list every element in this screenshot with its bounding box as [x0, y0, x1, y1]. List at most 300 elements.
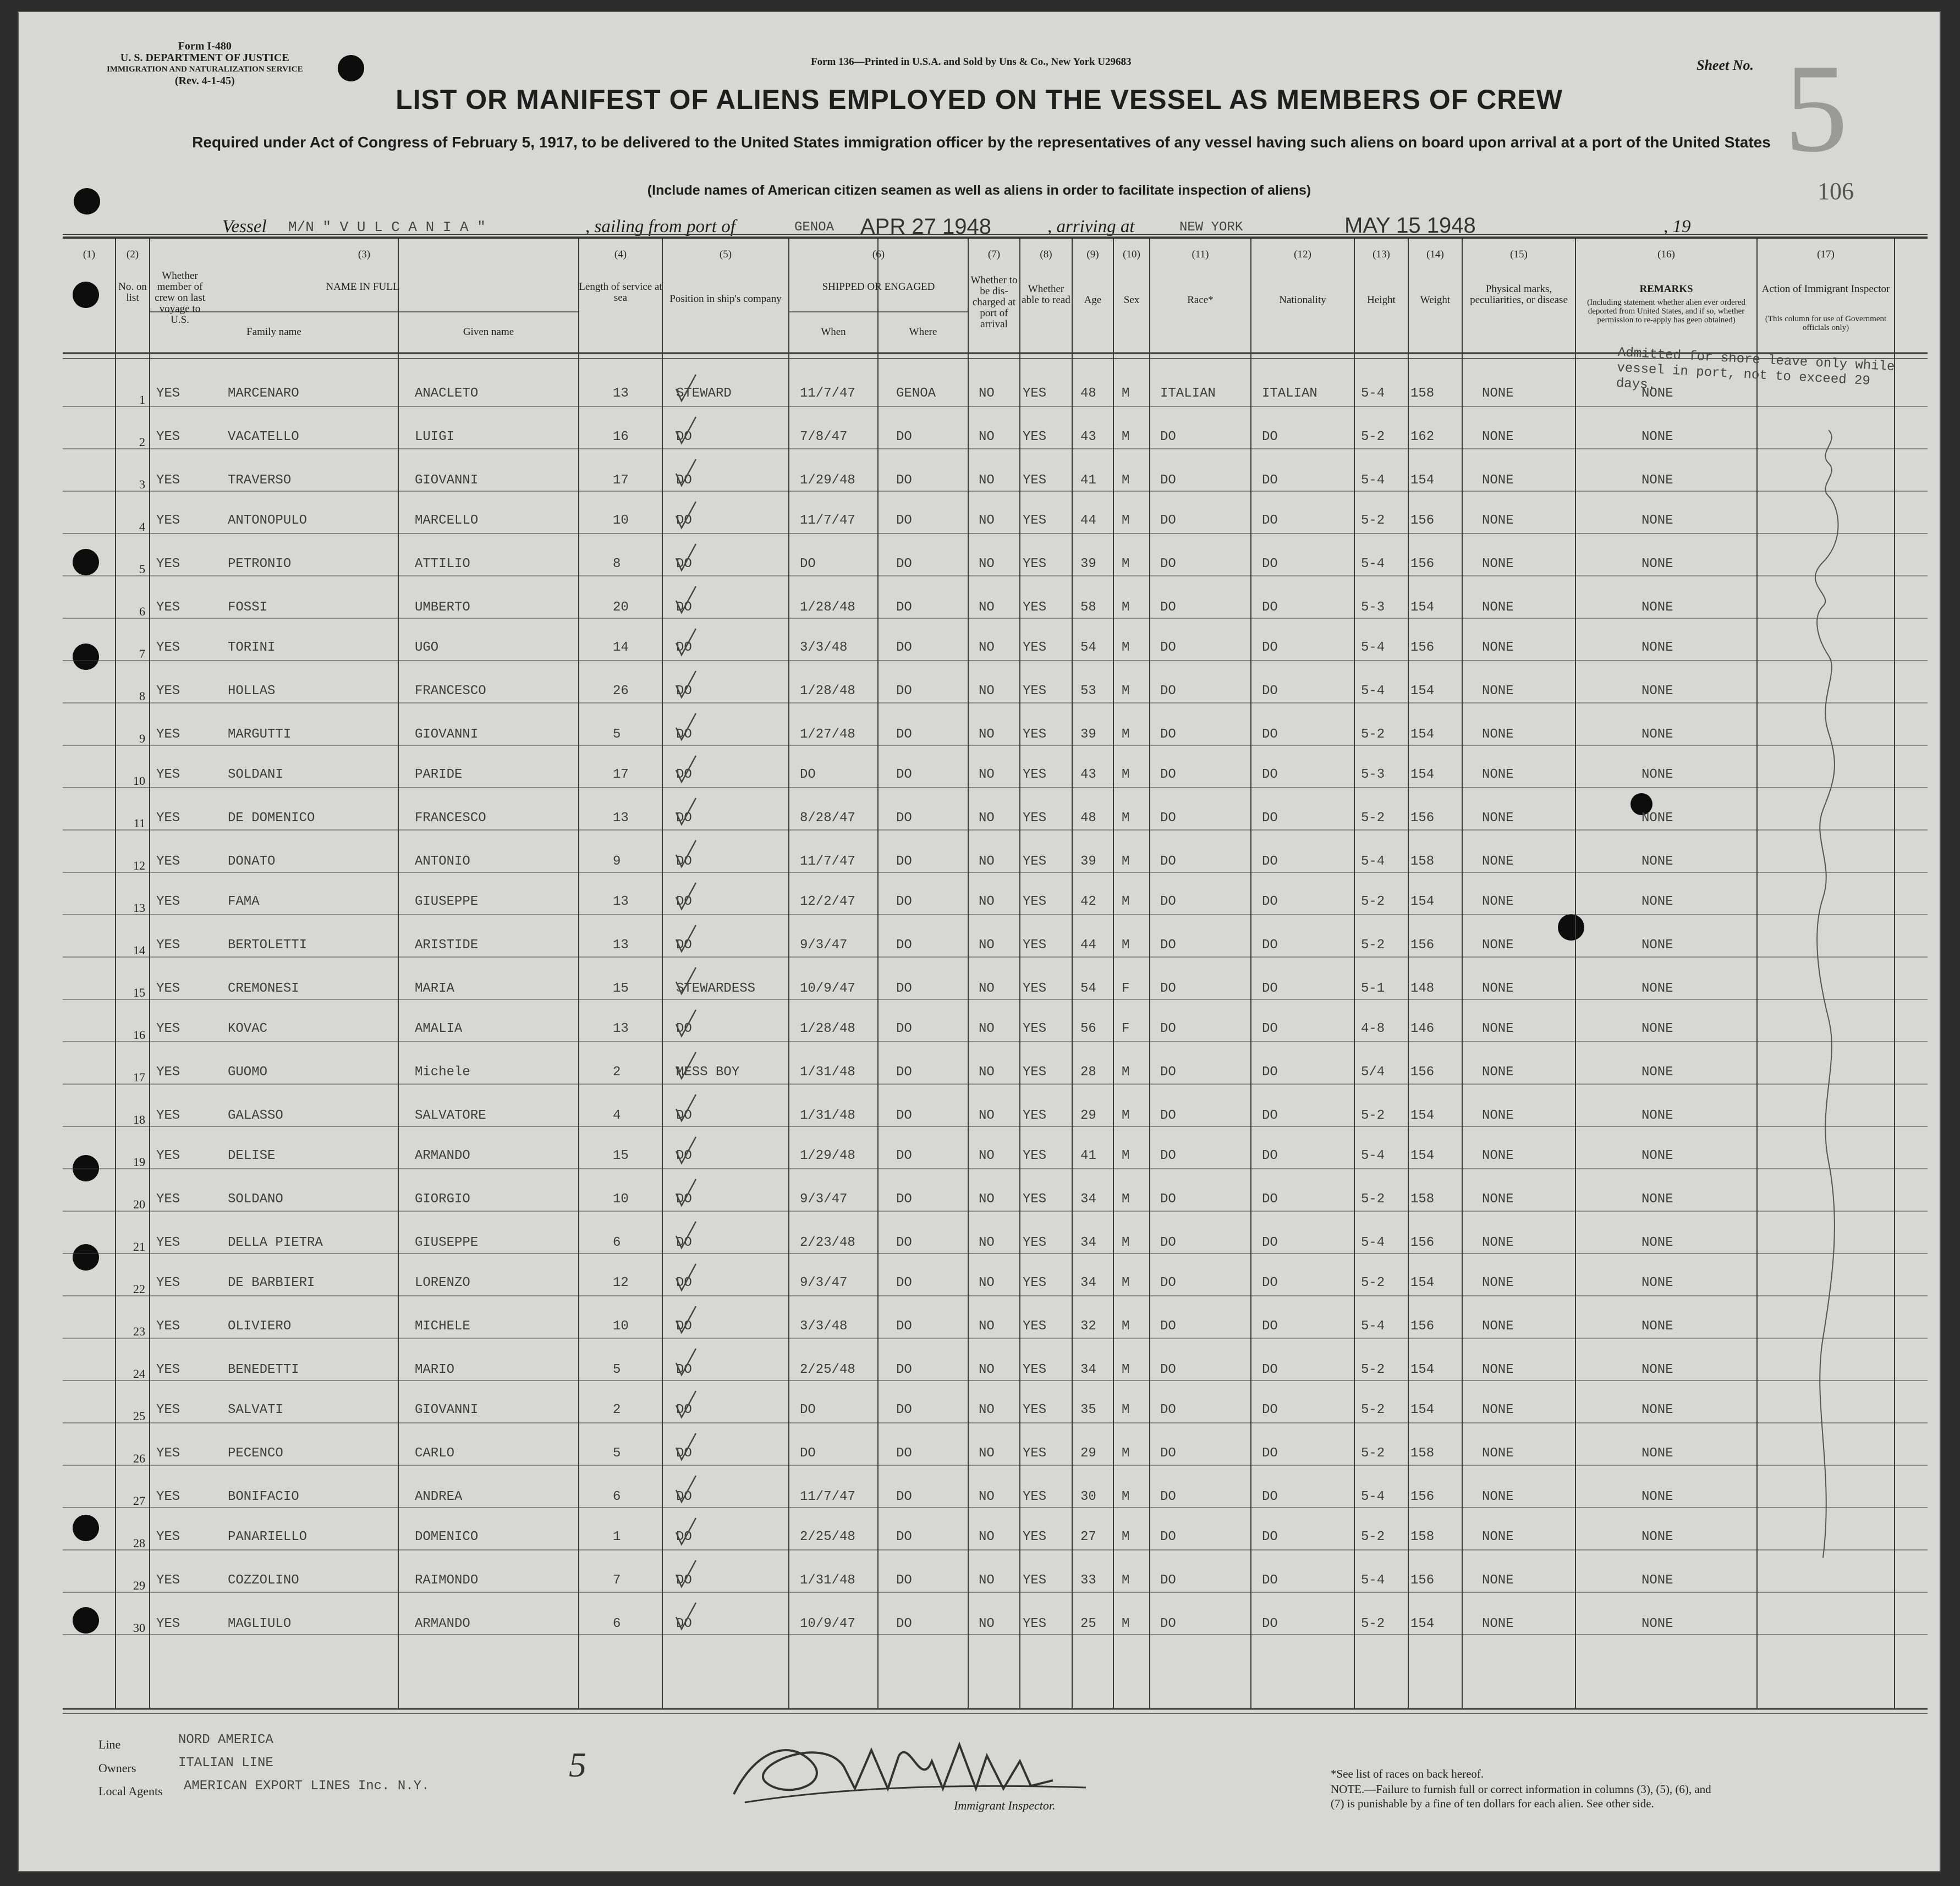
given-name: ANACLETO — [415, 386, 479, 401]
remarks: NONE — [1641, 1021, 1673, 1036]
age: 39 — [1080, 557, 1096, 571]
sex: M — [1122, 1573, 1130, 1588]
physical-marks: NONE — [1482, 1275, 1514, 1290]
given-name: RAIMONDO — [415, 1573, 479, 1588]
column-number: (12) — [1294, 249, 1311, 260]
column-number: (5) — [719, 249, 732, 260]
discharged: NO — [979, 811, 995, 826]
checkmark — [676, 417, 696, 443]
form-line: (Rev. 4-1-45) — [174, 75, 235, 87]
remarks: NONE — [1641, 640, 1673, 655]
position: DO — [676, 1192, 692, 1207]
weight: 156 — [1410, 1319, 1435, 1334]
physical-marks: NONE — [1482, 1489, 1514, 1504]
nationality: ITALIAN — [1262, 386, 1317, 401]
discharged: NO — [979, 600, 995, 615]
form-line: U. S. DEPARTMENT OF JUSTICE — [120, 52, 289, 64]
checkmark — [676, 1349, 696, 1375]
sex: M — [1122, 513, 1130, 528]
family-name: BENEDETTI — [228, 1362, 299, 1377]
shipped-when: 9/3/47 — [800, 1192, 848, 1207]
weight: 154 — [1410, 1148, 1435, 1163]
row-number: 28 — [133, 1536, 145, 1550]
able-to-read: YES — [1023, 938, 1047, 953]
length-of-service: 12 — [613, 1275, 629, 1290]
age: 33 — [1080, 1573, 1096, 1588]
col-header-name: NAME IN FULL — [326, 281, 399, 293]
physical-marks: NONE — [1482, 894, 1514, 909]
length-of-service: 10 — [613, 1319, 629, 1334]
physical-marks: NONE — [1482, 1446, 1514, 1461]
remarks: NONE — [1641, 1148, 1673, 1163]
remarks: NONE — [1641, 1530, 1673, 1544]
weight: 158 — [1410, 1530, 1435, 1544]
discharged: NO — [979, 513, 995, 528]
length-of-service: 13 — [613, 938, 629, 953]
length-of-service: 9 — [613, 854, 621, 869]
family-name: MARCENARO — [228, 386, 299, 401]
weight: 156 — [1410, 811, 1435, 826]
remarks: NONE — [1641, 1446, 1673, 1461]
column-number: (7) — [987, 249, 1001, 260]
age: 48 — [1080, 386, 1096, 401]
row-number: 6 — [139, 604, 145, 618]
age: 53 — [1080, 684, 1096, 699]
discharged: NO — [979, 1616, 995, 1631]
shipped-when: 11/7/47 — [800, 386, 855, 401]
able-to-read: YES — [1023, 854, 1047, 869]
given-name: ANDREA — [415, 1489, 463, 1504]
length-of-service: 5 — [613, 727, 621, 742]
weight: 156 — [1410, 640, 1435, 655]
able-to-read: YES — [1023, 684, 1047, 699]
nationality: DO — [1262, 1489, 1278, 1504]
shipped-when: 11/7/47 — [800, 513, 855, 528]
family-name: FAMA — [228, 894, 260, 909]
height: 5-2 — [1361, 430, 1385, 444]
discharged: NO — [979, 1446, 995, 1461]
nationality: DO — [1262, 473, 1278, 488]
age: 34 — [1080, 1275, 1096, 1290]
weight: 154 — [1410, 1275, 1435, 1290]
sex: M — [1122, 1275, 1130, 1290]
column-number: (14) — [1426, 249, 1444, 260]
handwritten-number: 5 — [569, 1745, 586, 1784]
height: 5-4 — [1361, 1319, 1385, 1334]
arriving-label: , arriving at — [1047, 217, 1135, 237]
discharged: NO — [979, 938, 995, 953]
position: DO — [676, 1616, 692, 1631]
shipped-where: DO — [896, 1403, 912, 1417]
shipped-where: DO — [896, 1530, 912, 1544]
shipped-when: 8/28/47 — [800, 811, 855, 826]
physical-marks: NONE — [1482, 600, 1514, 615]
position: DO — [676, 894, 692, 909]
nationality: DO — [1262, 1403, 1278, 1417]
height: 5-2 — [1361, 1192, 1385, 1207]
crew-last-voyage: YES — [156, 894, 180, 909]
sex: M — [1122, 1403, 1130, 1417]
page-number: 106 — [1818, 178, 1854, 205]
race: DO — [1160, 1616, 1176, 1631]
able-to-read: YES — [1023, 430, 1047, 444]
shipped-when: 1/28/48 — [800, 600, 855, 615]
remarks-stamp: Admitted for shore leave only while vessel in port, not to exceed 29 days. — [1616, 345, 1895, 393]
remarks: NONE — [1641, 473, 1673, 488]
nationality: DO — [1262, 1319, 1278, 1334]
nationality: DO — [1262, 767, 1278, 782]
position: DO — [676, 557, 692, 571]
able-to-read: YES — [1023, 1319, 1047, 1334]
given-name: DOMENICO — [415, 1530, 479, 1544]
crew-last-voyage: YES — [156, 684, 180, 699]
physical-marks: NONE — [1482, 473, 1514, 488]
page-subtitle: Required under Act of Congress of February 5, 1917, to be delivered to the United States immigration officer by the representatives of any vessel having such aliens on board upon arrival at a port of the United States — [192, 134, 1771, 151]
shipped-where: DO — [896, 557, 912, 571]
length-of-service: 13 — [613, 386, 629, 401]
able-to-read: YES — [1023, 1489, 1047, 1504]
length-of-service: 2 — [613, 1065, 621, 1080]
weight: 158 — [1410, 1446, 1435, 1461]
given-name: GIOVANNI — [415, 473, 479, 488]
position: DO — [676, 854, 692, 869]
shipped-when: 1/31/48 — [800, 1573, 855, 1588]
position: DO — [676, 1403, 692, 1417]
physical-marks: NONE — [1482, 1319, 1514, 1334]
discharged: NO — [979, 727, 995, 742]
position: DO — [676, 473, 692, 488]
sex: M — [1122, 1319, 1130, 1334]
race: DO — [1160, 1021, 1176, 1036]
age: 54 — [1080, 981, 1096, 996]
position: DO — [676, 938, 692, 953]
nationality: DO — [1262, 1362, 1278, 1377]
sailing-date: APR 27 1948 — [860, 215, 991, 239]
remarks: NONE — [1641, 1573, 1673, 1588]
checkmark — [676, 1518, 696, 1544]
row-number: 23 — [133, 1324, 145, 1338]
inspector-mark — [1815, 430, 1838, 1558]
height: 5-1 — [1361, 981, 1385, 996]
row-number: 10 — [133, 774, 145, 788]
age: 34 — [1080, 1235, 1096, 1250]
row-number: 22 — [133, 1282, 145, 1296]
weight: 154 — [1410, 727, 1435, 742]
shipped-when: 11/7/47 — [800, 1489, 855, 1504]
family-name: PETRONIO — [228, 557, 292, 571]
able-to-read: YES — [1023, 1021, 1047, 1036]
weight: 156 — [1410, 1065, 1435, 1080]
given-name: MARIO — [415, 1362, 455, 1377]
crew-last-voyage: YES — [156, 1403, 180, 1417]
checkmark — [676, 713, 696, 740]
shipped-when: 10/9/47 — [800, 1616, 855, 1631]
family-name: TORINI — [228, 640, 276, 655]
length-of-service: 8 — [613, 557, 621, 571]
line-value: NORD AMERICA — [178, 1733, 273, 1747]
age: 28 — [1080, 1065, 1096, 1080]
column-number: (15) — [1510, 249, 1528, 260]
sex: M — [1122, 430, 1130, 444]
col-header-shipped: SHIPPED OR ENGAGED — [822, 281, 935, 293]
sex: M — [1122, 557, 1130, 571]
able-to-read: YES — [1023, 600, 1047, 615]
family-name: CREMONESI — [228, 981, 299, 996]
position: STEWARD — [676, 386, 732, 401]
sex: M — [1122, 938, 1130, 953]
able-to-read: YES — [1023, 981, 1047, 996]
row-number: 9 — [139, 732, 145, 745]
age: 30 — [1080, 1489, 1096, 1504]
position: DO — [676, 767, 692, 782]
checkmark — [676, 1010, 696, 1036]
given-name: MARIA — [415, 981, 455, 996]
position: DO — [676, 1021, 692, 1036]
crew-last-voyage: YES — [156, 1021, 180, 1036]
family-name: SALVATI — [228, 1403, 283, 1417]
shipped-where: DO — [896, 1148, 912, 1163]
shipped-when: 11/7/47 — [800, 854, 855, 869]
shipped-where: DO — [896, 1065, 912, 1080]
nationality: DO — [1262, 1148, 1278, 1163]
page-subnote: (Include names of American citizen seamen as well as aliens in order to facilitate inspection of aliens) — [647, 183, 1311, 198]
crew-last-voyage: YES — [156, 854, 180, 869]
age: 29 — [1080, 1446, 1096, 1461]
physical-marks: NONE — [1482, 1530, 1514, 1544]
physical-marks: NONE — [1482, 1403, 1514, 1417]
sex: M — [1122, 1148, 1130, 1163]
given-name: MARCELLO — [415, 513, 479, 528]
discharged: NO — [979, 981, 995, 996]
sex: M — [1122, 1616, 1130, 1631]
given-name: ARMANDO — [415, 1148, 470, 1163]
race: DO — [1160, 854, 1176, 869]
crew-last-voyage: YES — [156, 1489, 180, 1504]
shipped-where: DO — [896, 894, 912, 909]
col-header-action-note: (This column for use of Government officials only) — [1765, 315, 1887, 332]
shipped-where: DO — [896, 1362, 912, 1377]
physical-marks: NONE — [1482, 1362, 1514, 1377]
able-to-read: YES — [1023, 811, 1047, 826]
row-number: 7 — [139, 647, 145, 661]
checkmark — [676, 586, 696, 613]
year-label: , 19 — [1663, 217, 1691, 237]
position: DO — [676, 1235, 692, 1250]
checkmark — [676, 1095, 696, 1121]
nationality: DO — [1262, 557, 1278, 571]
height: 5/4 — [1361, 1065, 1385, 1080]
race: DO — [1160, 727, 1176, 742]
col-header-nationality: Nationality — [1279, 294, 1326, 306]
shipped-where: DO — [896, 1319, 912, 1334]
manifest-sheet — [19, 12, 1940, 1871]
remarks: NONE — [1641, 894, 1673, 909]
discharged: NO — [979, 1192, 995, 1207]
checkmark — [676, 375, 696, 401]
footnote-races: *See list of races on back hereof. — [1331, 1767, 1484, 1780]
given-name: UGO — [415, 640, 439, 655]
able-to-read: YES — [1023, 1148, 1047, 1163]
form-line: IMMIGRATION AND NATURALIZATION SERVICE — [107, 65, 303, 74]
height: 5-4 — [1361, 557, 1385, 571]
family-name: PANARIELLO — [228, 1530, 308, 1544]
crew-last-voyage: YES — [156, 767, 180, 782]
checkmarks — [19, 12, 1940, 1871]
inspector-label: Immigrant Inspector. — [954, 1799, 1056, 1812]
race: DO — [1160, 557, 1176, 571]
position: DO — [676, 727, 692, 742]
family-name: DELISE — [228, 1148, 276, 1163]
weight: 156 — [1410, 938, 1435, 953]
weight: 158 — [1410, 1192, 1435, 1207]
given-name: CARLO — [415, 1446, 455, 1461]
length-of-service: 13 — [613, 811, 629, 826]
age: 34 — [1080, 1362, 1096, 1377]
discharged: NO — [979, 473, 995, 488]
row-number: 20 — [133, 1197, 145, 1211]
length-of-service: 26 — [613, 684, 629, 699]
given-name: GIUSEPPE — [415, 894, 479, 909]
remarks: NONE — [1641, 386, 1673, 401]
shipped-where: DO — [896, 684, 912, 699]
able-to-read: YES — [1023, 1616, 1047, 1631]
able-to-read: YES — [1023, 1235, 1047, 1250]
crew-last-voyage: YES — [156, 430, 180, 444]
age: 27 — [1080, 1530, 1096, 1544]
column-number: (13) — [1372, 249, 1390, 260]
length-of-service: 14 — [613, 640, 629, 655]
nationality: DO — [1262, 684, 1278, 699]
col-header-family-name: Family name — [246, 326, 301, 338]
race: DO — [1160, 430, 1176, 444]
shipped-where: DO — [896, 473, 912, 488]
col-header-given-name: Given name — [463, 326, 514, 338]
column-number: (2) — [126, 249, 139, 260]
position: DO — [676, 640, 692, 655]
able-to-read: YES — [1023, 386, 1047, 401]
weight: 154 — [1410, 1616, 1435, 1631]
age: 41 — [1080, 473, 1096, 488]
race: DO — [1160, 1319, 1176, 1334]
age: 56 — [1080, 1021, 1096, 1036]
discharged: NO — [979, 894, 995, 909]
physical-marks: NONE — [1482, 386, 1514, 401]
col-header-remarks: REMARKS — [1639, 283, 1693, 295]
col-header-race: Race* — [1187, 294, 1214, 306]
col-header-sex: Sex — [1123, 294, 1140, 306]
position: DO — [676, 1530, 692, 1544]
nationality: DO — [1262, 1530, 1278, 1544]
row-number: 24 — [133, 1367, 145, 1381]
nationality: DO — [1262, 1573, 1278, 1588]
position: MESS BOY — [676, 1065, 740, 1080]
race: DO — [1160, 473, 1176, 488]
col-header-position: Position in ship's company — [669, 293, 782, 305]
checkmark — [676, 629, 696, 655]
height: 5-2 — [1361, 938, 1385, 953]
col-header-where: Where — [909, 326, 937, 338]
row-number: 8 — [139, 689, 145, 703]
remarks: NONE — [1641, 1275, 1673, 1290]
shipped-when: 7/8/47 — [800, 430, 848, 444]
height: 5-2 — [1361, 1616, 1385, 1631]
height: 5-2 — [1361, 727, 1385, 742]
crew-last-voyage: YES — [156, 600, 180, 615]
crew-last-voyage: YES — [156, 1235, 180, 1250]
col-header-action: Action of Immigrant Inspector — [1761, 283, 1890, 295]
physical-marks: NONE — [1482, 981, 1514, 996]
length-of-service: 15 — [613, 1148, 629, 1163]
col-header-when: When — [821, 326, 846, 338]
age: 44 — [1080, 938, 1096, 953]
nationality: DO — [1262, 1108, 1278, 1123]
physical-marks: NONE — [1482, 938, 1514, 953]
position: DO — [676, 513, 692, 528]
shipped-when: DO — [800, 1446, 816, 1461]
col-header-remarks-note: (Including statement whether alien ever ordered deported from United States, and if so, whether permission to re-apply has geen obtained) — [1587, 298, 1745, 325]
footnote-penalty: NOTE.—Failure to furnish full or correct information in columns (3), (5), (6), and (7) is punishable by a fine of ten dollars for each alien. See other side. — [1331, 1783, 1711, 1810]
row-number: 25 — [133, 1409, 145, 1423]
nationality: DO — [1262, 600, 1278, 615]
shipped-when: DO — [800, 1403, 816, 1417]
given-name: FRANCESCO — [415, 811, 486, 826]
given-name: UMBERTO — [415, 600, 470, 615]
remarks: NONE — [1641, 1319, 1673, 1334]
height: 5-2 — [1361, 1108, 1385, 1123]
sex: M — [1122, 811, 1130, 826]
given-name: GIORGIO — [415, 1192, 470, 1207]
able-to-read: YES — [1023, 1446, 1047, 1461]
weight: 154 — [1410, 1362, 1435, 1377]
race: DO — [1160, 684, 1176, 699]
shipped-where: DO — [896, 727, 912, 742]
family-name: GUOMO — [228, 1065, 268, 1080]
checkmark — [676, 756, 696, 782]
crew-last-voyage: YES — [156, 473, 180, 488]
sheet-number: 5 — [1785, 38, 1848, 178]
page-title: LIST OR MANIFEST OF ALIENS EMPLOYED ON THE VESSEL AS MEMBERS OF CREW — [396, 84, 1563, 115]
age: 39 — [1080, 727, 1096, 742]
able-to-read: YES — [1023, 1403, 1047, 1417]
able-to-read: YES — [1023, 894, 1047, 909]
weight: 154 — [1410, 767, 1435, 782]
shipped-where: DO — [896, 1021, 912, 1036]
physical-marks: NONE — [1482, 640, 1514, 655]
length-of-service: 1 — [613, 1530, 621, 1544]
shipped-where: DO — [896, 513, 912, 528]
length-of-service: 16 — [613, 430, 629, 444]
family-name: KOVAC — [228, 1021, 268, 1036]
crew-last-voyage: YES — [156, 1362, 180, 1377]
given-name: GIOVANNI — [415, 1403, 479, 1417]
race: DO — [1160, 1108, 1176, 1123]
physical-marks: NONE — [1482, 1235, 1514, 1250]
sex: M — [1122, 684, 1130, 699]
length-of-service: 17 — [613, 767, 629, 782]
shipped-where: DO — [896, 1235, 912, 1250]
shipped-where: GENOA — [896, 386, 936, 401]
shipped-when: 3/3/48 — [800, 640, 848, 655]
sex: M — [1122, 386, 1130, 401]
shipped-where: DO — [896, 1446, 912, 1461]
age: 44 — [1080, 513, 1096, 528]
weight: 162 — [1410, 430, 1435, 444]
remarks: NONE — [1641, 430, 1673, 444]
checkmark — [676, 1137, 696, 1163]
weight: 156 — [1410, 513, 1435, 528]
discharged: NO — [979, 1235, 995, 1250]
shipped-when: DO — [800, 767, 816, 782]
